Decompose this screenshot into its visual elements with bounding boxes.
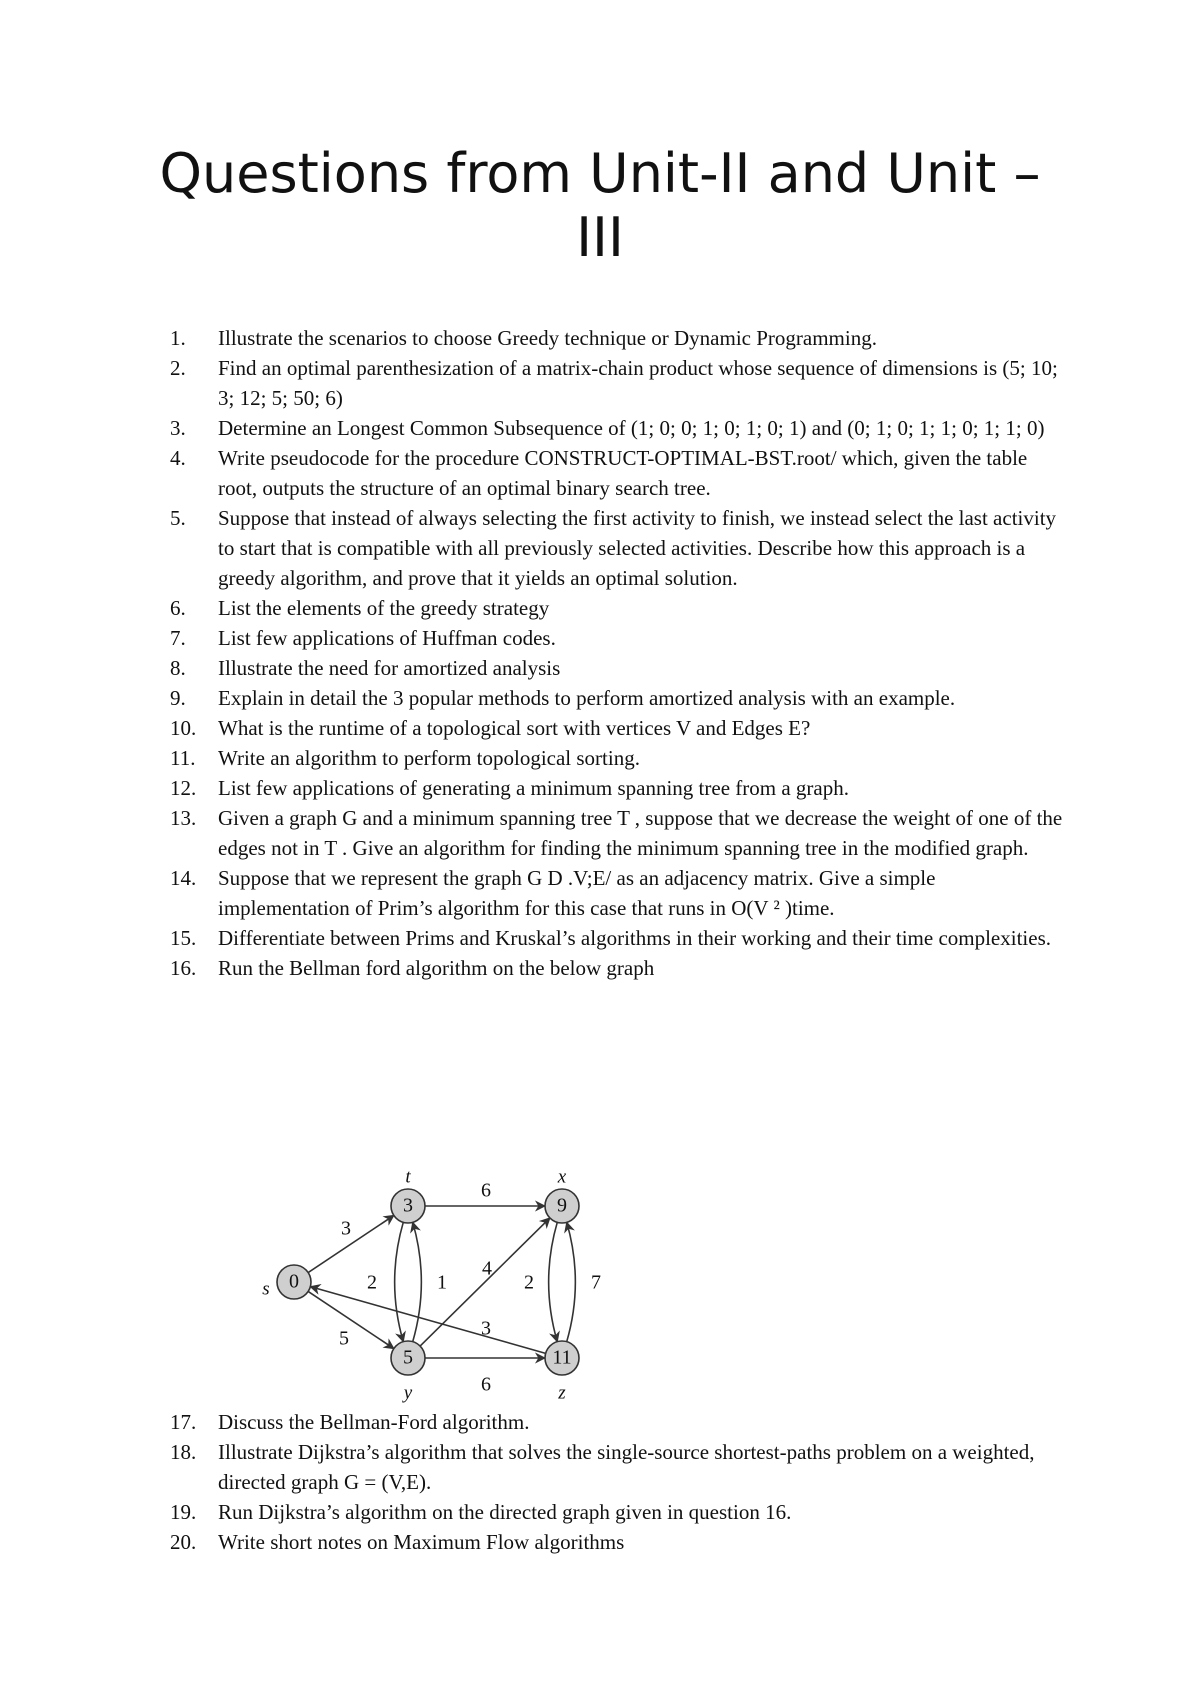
graph-edge-y-t [413, 1222, 422, 1341]
question-number: 17. [170, 1410, 197, 1434]
question-list-part-1 [170, 323, 1070, 983]
question-number: 15. [170, 926, 197, 950]
graph-node-label: t [405, 1166, 411, 1188]
graph-edge-weight: 6 [481, 1373, 491, 1396]
question-text: Discuss the Bellman-Ford algorithm. [218, 1410, 530, 1434]
question-text: Differentiate between Prims and Kruskal’s algorithms in their working and their time complexities. [218, 926, 1051, 950]
question-item [170, 323, 1070, 353]
question-text: Given a graph G and a minimum spanning tree T , suppose that we decrease the weight of one of the edges not in T . Give an algorithm for finding the minimum spanning tree in the modified graph. [218, 806, 1063, 860]
question-text: List few applications of Huffman codes. [218, 626, 556, 650]
question-item [170, 1527, 1070, 1557]
question-text: Illustrate Dijkstra’s algorithm that solves the single-source shortest-paths problem on a weighted, directed graph G = (V,E). [218, 1440, 1035, 1494]
graph-edge-s-y [308, 1291, 394, 1348]
question-text: Determine an Longest Common Subsequence of (1; 0; 0; 1; 0; 1; 0; 1) and (0; 1; 0; 1; 1; 0; 1; 1; 0) [218, 416, 1045, 440]
question-text: List few applications of generating a minimum spanning tree from a graph. [218, 776, 849, 800]
graph-node-label: y [403, 1382, 413, 1404]
question-number: 13. [170, 806, 197, 830]
question-number: 7. [170, 626, 186, 650]
question-item [170, 683, 1070, 713]
graph-edge-weight: 5 [339, 1327, 349, 1350]
question-text: List the elements of the greedy strategy [218, 596, 550, 620]
question-item [170, 1437, 1070, 1497]
graph-edge-weight: 3 [341, 1217, 351, 1240]
question-text: Write short notes on Maximum Flow algorithms [218, 1530, 625, 1554]
graph-edge-x-z [549, 1222, 558, 1341]
graph-edge-weight: 2 [524, 1271, 534, 1294]
graph-edge-weight: 7 [591, 1271, 601, 1294]
graph-node-value: 11 [552, 1346, 572, 1369]
document-title: Questions from Unit-II and Unit – III [159, 142, 1041, 269]
graph-edge-weight: 4 [482, 1257, 492, 1280]
question-text: Suppose that we represent the graph G D .V;E/ as an adjacency matrix. Give a simple implementation of Prim’s algorithm for this case that runs in O(V ² )time. [218, 866, 936, 920]
question-text: Suppose that instead of always selecting the first activity to finish, we instead select the last activity to start that is compatible with all previously selected activities. Describe how this approach is a greedy algorithm, and prove that it yields an optimal solution. [218, 506, 1057, 590]
question-text: Write pseudocode for the procedure CONSTRUCT-OPTIMAL-BST.root/ which, given the table root, outputs the structure of an optimal binary search tree. [218, 446, 1028, 500]
question-item [170, 803, 1070, 863]
graph-edge-s-t [308, 1215, 394, 1272]
question-list-part-2 [170, 1407, 1070, 1557]
question-number: 8. [170, 656, 186, 680]
question-number: 16. [170, 956, 197, 980]
question-text: Illustrate the need for amortized analysis [218, 656, 561, 680]
question-item [170, 923, 1070, 953]
question-number: 20. [170, 1530, 197, 1554]
question-number: 18. [170, 1440, 197, 1464]
question-item [170, 1407, 1070, 1437]
graph-node-value: 9 [557, 1194, 567, 1217]
question-number: 19. [170, 1500, 197, 1524]
question-number: 9. [170, 686, 186, 710]
graph-edge-weight: 6 [481, 1179, 491, 1202]
question-text: Illustrate the scenarios to choose Greedy technique or Dynamic Programming. [218, 326, 877, 350]
question-item [170, 743, 1070, 773]
question-item [170, 623, 1070, 653]
question-item [170, 1497, 1070, 1527]
question-item [170, 413, 1070, 443]
graph-node-label: s [262, 1278, 270, 1300]
graph-node-value: 0 [289, 1270, 299, 1293]
question-text: Find an optimal parenthesization of a matrix-chain product whose sequence of dimensions is (5; 10; 3; 12; 5; 50; 6) [218, 356, 1058, 410]
question-number: 5. [170, 506, 186, 530]
graph-node-label: z [558, 1382, 566, 1404]
question-number: 4. [170, 446, 186, 470]
question-text: What is the runtime of a topological sort with vertices V and Edges E? [218, 716, 811, 740]
graph-edge-weight: 2 [367, 1271, 377, 1294]
question-text: Run Dijkstra’s algorithm on the directed graph given in question 16. [218, 1500, 792, 1524]
question-number: 12. [170, 776, 197, 800]
question-item [170, 443, 1070, 503]
bellman-ford-graph-figure [250, 1160, 610, 1404]
graph-edge-weight: 1 [437, 1271, 447, 1294]
question-number: 3. [170, 416, 186, 440]
graph-edge-z-x [567, 1222, 576, 1341]
question-item [170, 593, 1070, 623]
question-item [170, 713, 1070, 743]
question-text: Run the Bellman ford algorithm on the below graph [218, 956, 655, 980]
graph-node-value: 3 [403, 1194, 413, 1217]
question-text: Write an algorithm to perform topological sorting. [218, 746, 640, 770]
question-number: 11. [170, 746, 196, 770]
question-number: 10. [170, 716, 197, 740]
question-number: 2. [170, 356, 186, 380]
graph-node-value: 5 [403, 1346, 413, 1369]
question-item [170, 503, 1070, 593]
graph-node-label: x [557, 1166, 567, 1188]
question-item [170, 773, 1070, 803]
question-item [170, 863, 1070, 923]
question-number: 6. [170, 596, 186, 620]
graph-edge-t-y [395, 1222, 404, 1341]
question-number: 14. [170, 866, 197, 890]
question-item [170, 953, 1070, 983]
question-number: 1. [170, 326, 186, 350]
question-item [170, 353, 1070, 413]
question-text: Explain in detail the 3 popular methods to perform amortized analysis with an example. [218, 686, 956, 710]
question-item [170, 653, 1070, 683]
graph-edge-weight: 3 [481, 1317, 491, 1340]
